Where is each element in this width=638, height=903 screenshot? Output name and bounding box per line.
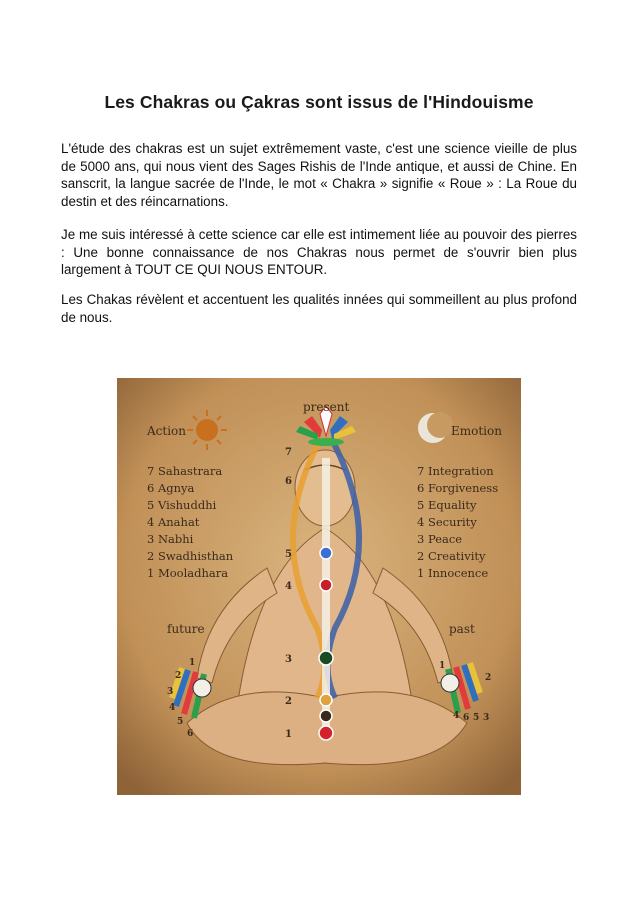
left-list-item: 5 Vishuddhi	[147, 498, 217, 512]
page-title: Les Chakras ou Çakras sont issus de l'Hindouisme	[104, 92, 534, 112]
body-number: 5	[285, 549, 292, 560]
past-label: past	[449, 622, 475, 636]
hand-number: 2	[175, 671, 182, 681]
emotion-header: Emotion	[451, 424, 502, 438]
chakra-point-3	[319, 651, 333, 665]
paragraph-qualities: Les Chakas révèlent et accentuent les qualités innées qui sommeillent au plus profond de nous.	[61, 292, 577, 325]
chakra-point-4	[320, 579, 332, 591]
hand-number: 2	[485, 673, 492, 683]
body-number: 7	[285, 447, 292, 458]
action-header: Action	[147, 424, 186, 438]
right-list-item: 1 Innocence	[417, 566, 489, 580]
left-list-item: 4 Anahat	[147, 515, 200, 529]
right-list-item: 3 Peace	[417, 532, 463, 546]
chakra-point-2	[320, 694, 332, 706]
hand-number: 4	[453, 711, 460, 721]
left-list-item: 1 Mooladhara	[147, 566, 229, 580]
center-channel	[322, 458, 330, 733]
left-list-item: 3 Nabhi	[147, 532, 194, 546]
right-list-item: 5 Equality	[417, 498, 477, 512]
hand-number: 3	[483, 713, 490, 723]
right-list-item: 7 Integration	[417, 464, 494, 478]
hand-number: 4	[169, 703, 176, 713]
body-number: 4	[285, 581, 292, 592]
sun-icon	[187, 410, 227, 450]
future-label: future	[167, 622, 205, 636]
hand-number: 6	[187, 729, 194, 739]
paragraph-intro: L'étude des chakras est un sujet extrêmement vaste, c'est une science vieille de plus de 5000 ans, qui nous vient des Sages Rishis de l'Inde antique, et aussi de Chine. En sanscrit, la langue sacrée de l'Inde, le mot « Chakra » signifie « Roue » : La Roue du destin et des réincarnations.	[61, 141, 577, 209]
right-list-item: 4 Security	[417, 515, 477, 529]
hand-number: 1	[439, 661, 446, 671]
chakra-point-1b	[320, 710, 332, 722]
left-list-item: 7 Sahastrara	[147, 464, 223, 478]
chakra-illustration	[117, 378, 521, 795]
hand-number: 3	[167, 687, 174, 697]
left-list-item: 6 Agnya	[147, 481, 195, 495]
right-list-item: 2 Creativity	[417, 549, 486, 563]
chakra-point-1	[319, 726, 333, 740]
body-number: 3	[285, 654, 292, 665]
left-list-item: 2 Swadhisthan	[147, 549, 234, 563]
paragraph-interest: Je me suis intéressé à cette science car elle est intimement liée au pouvoir des pierres : Une bonne connaissance de nos Chakras nous permet de s'ouvrir bien plus largement à TOUT CE QUI NOUS ENTOUR.	[61, 227, 577, 278]
right-list-item: 6 Forgiveness	[417, 481, 499, 495]
hand-number: 5	[177, 717, 184, 727]
hand-number: 6	[463, 713, 470, 723]
chakra-point-5	[320, 547, 332, 559]
present-label: present	[303, 400, 350, 414]
hand-number: 1	[189, 658, 196, 668]
body-number: 1	[285, 729, 292, 740]
hand-number: 5	[473, 713, 480, 723]
body-number: 6	[285, 476, 292, 487]
body-number: 2	[285, 696, 292, 707]
